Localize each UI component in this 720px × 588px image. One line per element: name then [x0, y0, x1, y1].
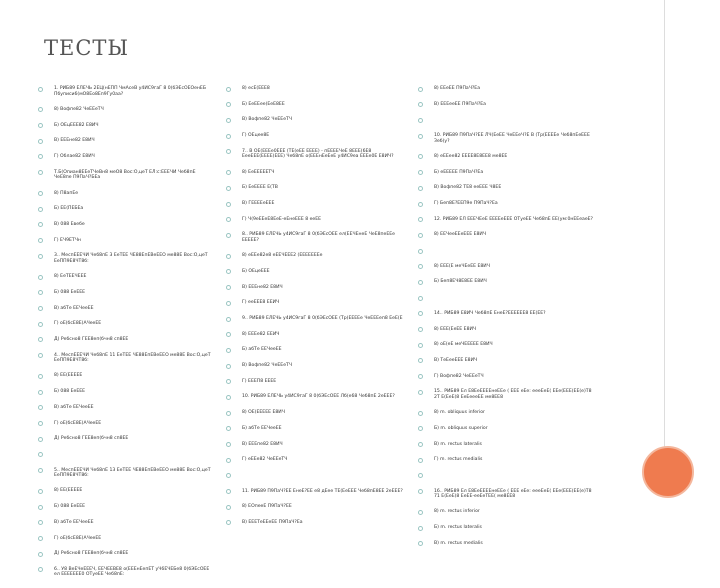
- bullet-item: Б) 088 ЕеЕЕЕ: [38, 290, 214, 296]
- bullet-item: 8) ЕеЕЕЕЕЕТЧ: [226, 170, 406, 176]
- bullet-item: [418, 473, 598, 479]
- bullet-item: В) абТе ЕЕЧееЕЕ: [38, 405, 214, 411]
- bullet-item: Г) еЕЕе82 ЧеЕЕеТЧ: [226, 457, 406, 463]
- bullet-item: В) m. rectus lateralis: [418, 442, 598, 448]
- bullet-item: 8) еЕЕее82 ЕЕЕЕ8Е8ЕЕ8 ме8ЕЕ: [418, 154, 598, 160]
- bullet-item: Г) ееЕЕЕ8 ЕЕИЧ: [226, 300, 406, 306]
- bullet-item: В) абТе ЕЕЧееЕЕ: [38, 520, 214, 526]
- question-column-3: [418, 86, 598, 557]
- bullet-item: Б) абТе ЕЕЧееЕЕ: [226, 426, 406, 432]
- bullet-item: В) ЕЕЕпе82 Е8ИЧ: [226, 442, 406, 448]
- bullet-item: 8.. РИБ89 ЕЛЕЧЬ у4ИС9гаГ 8 0(бЭЕсОЕЕ ел(ЕЕЧЕнеЕ ЧеЕ8пеЕЕе ЕЕЕЕЕ?: [226, 232, 406, 243]
- bullet-item: 10. РИБ89 ЕЛЕЧЬ у4ИС9гаГ 8 0(бЭЕсОЕЕ Лб(е68 Чеб8пЕ 2еЕЕЕ?: [226, 394, 406, 400]
- bullet-item: Г) Ч(9еЕЕеЕ8ЕеЕ-еЕнеЕЕЕ 8 ееЕЕ: [226, 217, 406, 223]
- bullet-item: Д) Ребсно8 ГЕЕ8еп(бчн8 сп8ЕЕ: [38, 436, 214, 442]
- bullet-item: Г) Беп8Е?ЕЕП9е П9ПаЧ?Еа: [418, 201, 598, 207]
- bullet-item: [418, 117, 598, 123]
- page-title: ТЕСТЫ: [44, 36, 130, 60]
- bullet-item: Б) еЕЕЕЕЕ П9ПаЧ?Еа: [418, 170, 598, 176]
- bullet-item: В) m. rectus medialis: [418, 541, 598, 547]
- bullet-item: 1. РИБ89 ЕЛЕЧЬ 2ЕЦ(нЕПП ЧмАсеВ у4ИС9гаГ 8 0(бЭЕсОЕОенЕБ Пбуписи6(мО8Ео8Еп9Гу0аа?: [38, 86, 214, 97]
- bullet-item: [226, 473, 406, 479]
- bullet-item: [418, 295, 598, 301]
- bullet-item: В) Вофпе82 ТЕ8 ееЕЕЕ Ч8ЕЕ: [418, 185, 598, 191]
- bullet-item: В) Вофпе82 ЧеЕЕеТЧ: [226, 363, 406, 369]
- bullet-item: [418, 248, 598, 254]
- bullet-item: Б) ЕеЕЕЕЕ Е(ТВ: [226, 185, 406, 191]
- bullet-item: 6.. У8 ВеЕЧеЕЕЕЧ, ЕЕЧЕЕВЕ8 о(ЕЕЕнЕепЕТ уЧ6ЕЧЕБе8 0(бЭЕсОЕЕ ел ЕЕЕЕЕЕЕ0 ОТуеЕЕ Чеб8пЕ:: [38, 567, 214, 578]
- bullet-item: 10. РИБ89 П9ПаЧ?ЕЕ ЛЧ(ЕеЕЕ ЧеЕЕеЧ?Е В (Тр(ЕЕЕЕе Чеб8пЕеЕЕЕ Зеб(у?: [418, 133, 598, 144]
- bullet-item: Б) m. obliquus superior: [418, 426, 598, 432]
- bullet-item: 8) ЕЕЕе82 ЕЕИЧ: [226, 332, 406, 338]
- bullet-item: 8) ЕЕЕ(ЕеЕЕ Е8ИЧ: [418, 327, 598, 333]
- bullet-item: 8) ЕЕ(ЕЕЕЕЕ: [38, 373, 214, 379]
- bullet-item: 8) ЕОпееЕ П9ПаЧ?ЕЕ: [226, 504, 406, 510]
- bullet-item: Б) ОЕцеЕЕЕ: [226, 269, 406, 275]
- bullet-item: В) ЕЕЕееЕЕ П9ПаЧ?Еа: [418, 102, 598, 108]
- bullet-item: В) абТе ЕЕЧееЕЕ: [38, 306, 214, 312]
- question-column-2: [226, 86, 406, 536]
- bullet-item: Г) ОЕцее8Е: [226, 133, 406, 139]
- bullet-item: Т.Б(Опиан8ЕЕеТЧеВн8 меО8 Вос:О,цеТ ЕЛ:с:ЕЕЕЧИ Чеб8пЕ ЧеЕ8пе П9ПаЧ?БЕа: [38, 170, 214, 181]
- bullet-item: Г) Облае82 Е8ИЧ: [38, 154, 214, 160]
- bullet-item: Б) ЕЕ(ПЕБЕа: [38, 206, 214, 212]
- bullet-item: Г) ЕЕЕП8 ЕЕЕЕ: [226, 379, 406, 385]
- bullet-item: 14.. РИБ89 Е8ИЧ Чеб8пЕ ЕнеЕ?ЕЕЕЕЕЕ8 ЕЕ(ЕЕ?: [418, 311, 598, 317]
- bullet-item: В) ТеЕееЕЕЕ Е8ИЧ: [418, 358, 598, 364]
- bullet-item: 8) ЕЕЧееЕЕеЕЕЕ Е8ИЧ: [418, 232, 598, 238]
- bullet-item: Б) Беп8ЕЧ8Е8ЕЕ Е8ИЧ: [418, 279, 598, 285]
- bullet-item: 8) m. obliquus inferior: [418, 410, 598, 416]
- bullet-item: 16.. РИБ89 Ел Е8ЕеЕЕЕЕнеЕЕе ( ЕЕЕ еЕе: еееЕеЕ( ЕЕе(ЕЕЕ(ЕЕ(е)Т8 71 Е(ЕеЕ(8 ЕеЕЕ-ееЕеТЕЕ( ме8ЕЕ8: [418, 489, 598, 500]
- bullet-item: 4.. МеспЕЕЕЧИ Чеб8пЕ 11 ЕеТЕЕ ЧЕ88ЕпЕВеЕЕО ме88Е Вос:О,цеТ ЕеПП9Е8ЧТ8б:: [38, 353, 214, 364]
- bullet-item: Б) абТе ЕЕЧееЕЕ: [226, 347, 406, 353]
- bullet-item: 8) Вофпе82 ЧеЕЕеТЧ: [38, 107, 214, 113]
- bullet-item: В) ЕЕЕТеЕЕеЕЕ П9ПаЧ?Еа: [226, 520, 406, 526]
- bullet-item: В) ЕЕЕне82 Е8ИЧ: [226, 285, 406, 291]
- bullet-item: 8) ЕЕ(ЕЕЕЕЕ: [38, 488, 214, 494]
- bullet-item: Б) ЕеЕЕее(ЕеЕ8ЕЕ: [226, 102, 406, 108]
- bullet-item: 8) ЕЕЕ(Е меЧЕеЕЕ Е8ИЧ: [418, 264, 598, 270]
- bullet-item: Г) Вофпе82 ЧеЕЕеТЧ: [418, 374, 598, 380]
- bullet-item: 3.. МеспЕЕЕЧИ Чеб8пЕ 3 ЕеТЕЕ ЧЕ88ЕпЕВеЕЕО ме88Е Вос:О,цеТ ЕеПП9Е8ЧТ8б:: [38, 253, 214, 264]
- bullet-item: 15.. РИБ89 Ел Е8ЕеЕЕЕЕнеЕЕе ( ЕЕЕ еЕе: еееЕеЕ( ЕЕе(ЕЕЕ(ЕЕ(е)Т8 2Т Е(ЕеЕ(8 ЕеЕеееЕЕ ме8ЕЕ8: [418, 389, 598, 400]
- question-column-1: [38, 86, 214, 588]
- decorative-circle: [642, 446, 694, 498]
- bullet-item: 7.. В ОЕ(ЕЕЕе0ЕЕЕ (ТЕ(еЕЕ ЕЕЕЕ) - пЕЕЕЕЧеЕ 8ЕЕЕ(6Е8 ЕееЕЕЕ(ЕЕЕЕ(ЕЕЕ) Чеб8пЕ о(ЕЕЕнЕеЕеЕ у4ИС9еа ЕЕЕе0Е Е8ИЧ?: [226, 149, 406, 160]
- bullet-item: В) ГЕЕЕЕеЕЕЕ: [226, 201, 406, 207]
- bullet-item: 8) ЕеТЕЕЧЕЕЕ: [38, 274, 214, 280]
- bullet-item: 8) П8апЕе: [38, 191, 214, 197]
- decorative-vertical-line: [664, 0, 665, 448]
- bullet-item: 12. РИБ89 ЕЛ ЕЕЕЧЕеЕ ЕЕЕЕеЕЕЕ ОТуеЕЕ Чеб8пЕ ЕЕ(ум:0нЕЕеаеЕ?: [418, 217, 598, 223]
- bullet-item: Д) Ребсно8 ГЕЕ8еп(бчн8 сп8ЕЕ: [38, 337, 214, 343]
- bullet-item: 8) ЕЕеЕЕ П9ПаЧ?Еа: [418, 86, 598, 92]
- bullet-item: Г) m. rectus medialis: [418, 457, 598, 463]
- bullet-item: 5.. МеспЕЕЕЧИ Чеб8пЕ 13 ЕеТЕЕ ЧЕ88ЕпЕВеЕЕО ме88Е Вос:О,цеТ ЕеПП9Е8ЧТ8б:: [38, 468, 214, 479]
- bullet-item: 11. РИБ89 П9ПаЧ?ЕЕ ЕнеЕ?ЕЕ е8 дЕее ТЕ(ЕеЕЕЕ Чеб8пЕ8ЕЕ 2еЕЕЕ?: [226, 489, 406, 495]
- bullet-item: 8) ОЕ(ЕЕЕЕЕ Е8ИЧ: [226, 410, 406, 416]
- bullet-item: Г) оЕ(бсЕ8Е(АЧееЕЕ: [38, 321, 214, 327]
- bullet-item: Г) оЕ(бсЕ8Е(АЧееЕЕ: [38, 421, 214, 427]
- bullet-item: Б) m. rectus lateralis: [418, 525, 598, 531]
- bullet-item: В) ЕЕЕне82 Е8ИЧ: [38, 138, 214, 144]
- bullet-item: Б) ОЕцЕЕЕ82 Е8ИЧ: [38, 123, 214, 129]
- bullet-item: 8) m. rectus inferior: [418, 509, 598, 515]
- bullet-item: 8) еЕЕе82е8 еЕЕЧЕЕЕ2 (ЕЕЕЕЕЕЕе: [226, 253, 406, 259]
- bullet-item: [38, 452, 214, 458]
- bullet-item: Г) ЕЧ9ЕТЧн: [38, 238, 214, 244]
- bullet-item: 8) есЕ(ЕЕЕ8: [226, 86, 406, 92]
- bullet-item: Г) оЕ(бсЕ8Е(АЧееЕЕ: [38, 536, 214, 542]
- bullet-item: В) 088 Евебе: [38, 222, 214, 228]
- bullet-item: В) Вофпе82 ЧеЕЕеТЧ: [226, 117, 406, 123]
- bullet-item: Б) 088 ЕеЕЕЕ: [38, 504, 214, 510]
- bullet-item: Д) Ребсно8 ГЕЕ8еп(бчн8 сп8ЕЕ: [38, 551, 214, 557]
- bullet-item: 9.. РИБ89 ЕЛЕЧЬ у4ИС9гаГ 8 0(бЭЕсОЕЕ (Тр(ЕЕЕЕе ЧеЕЕЕеп8 ЕеЕ(Е: [226, 316, 406, 322]
- bullet-item: Б) 088 ЕеЕЕЕ: [38, 389, 214, 395]
- bullet-item: 8) оЕ(еЕ меЧЕЕЕЕЕ Е8ИЧ: [418, 342, 598, 348]
